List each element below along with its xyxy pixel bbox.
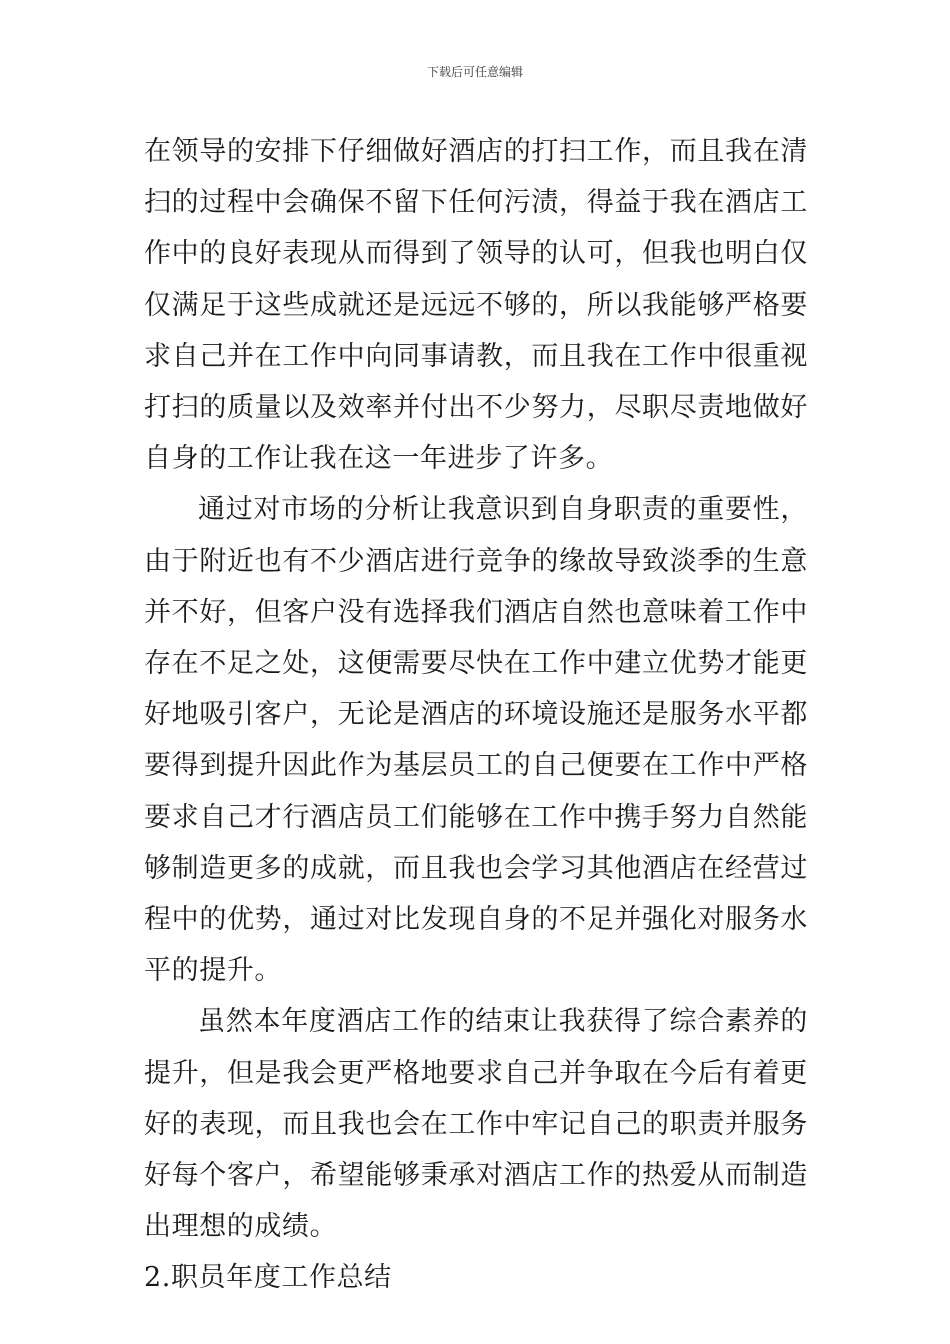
section-heading: 2.职员年度工作总结 [144, 1262, 392, 1294]
paragraph-3: 虽然本年度酒店工作的结束让我获得了综合素养的提升，但是我会更严格地要求自己并争取在今后有着更好的表现，而且我也会在工作中牢记自己的职责并服务好每个客户，希望能够秉承对酒店工作的热爱从而制造出理想的成绩。 [144, 1006, 808, 1243]
page-header: 下载后可任意编辑 [426, 65, 523, 79]
paragraph-2: 通过对市场的分析让我意识到自身职责的重要性，由于附近也有不少酒店进行竞争的缘故导致淡季的生意并不好，但客户没有选择我们酒店自然也意味着工作中存在不足之处，这便需要尽快在工作中建立优势才能更好地吸引客户，无论是酒店的环境设施还是服务水平都要得到提升因此作为基层员工的自己便要在工作中严格要求自己才行酒店员工们能够在工作中携手努力自然能够制造更多的成就，而且我也会学习其他酒店在经营过程中的优势，通过对比发现自身的不足并强化对服务水平的提升。 [144, 494, 808, 987]
document-body [144, 126, 808, 1304]
paragraph-1: 在领导的安排下仔细做好酒店的打扫工作，而且我在清扫的过程中会确保不留下任何污渍，得益于我在酒店工作中的良好表现从而得到了领导的认可，但我也明白仅仅满足于这些成就还是远远不够的，所以我能够严格要求自己并在工作中向同事请教，而且我在工作中很重视打扫的质量以及效率并付出不少努力，尽职尽责地做好自身的工作让我在这一年进步了许多。 [144, 136, 808, 475]
